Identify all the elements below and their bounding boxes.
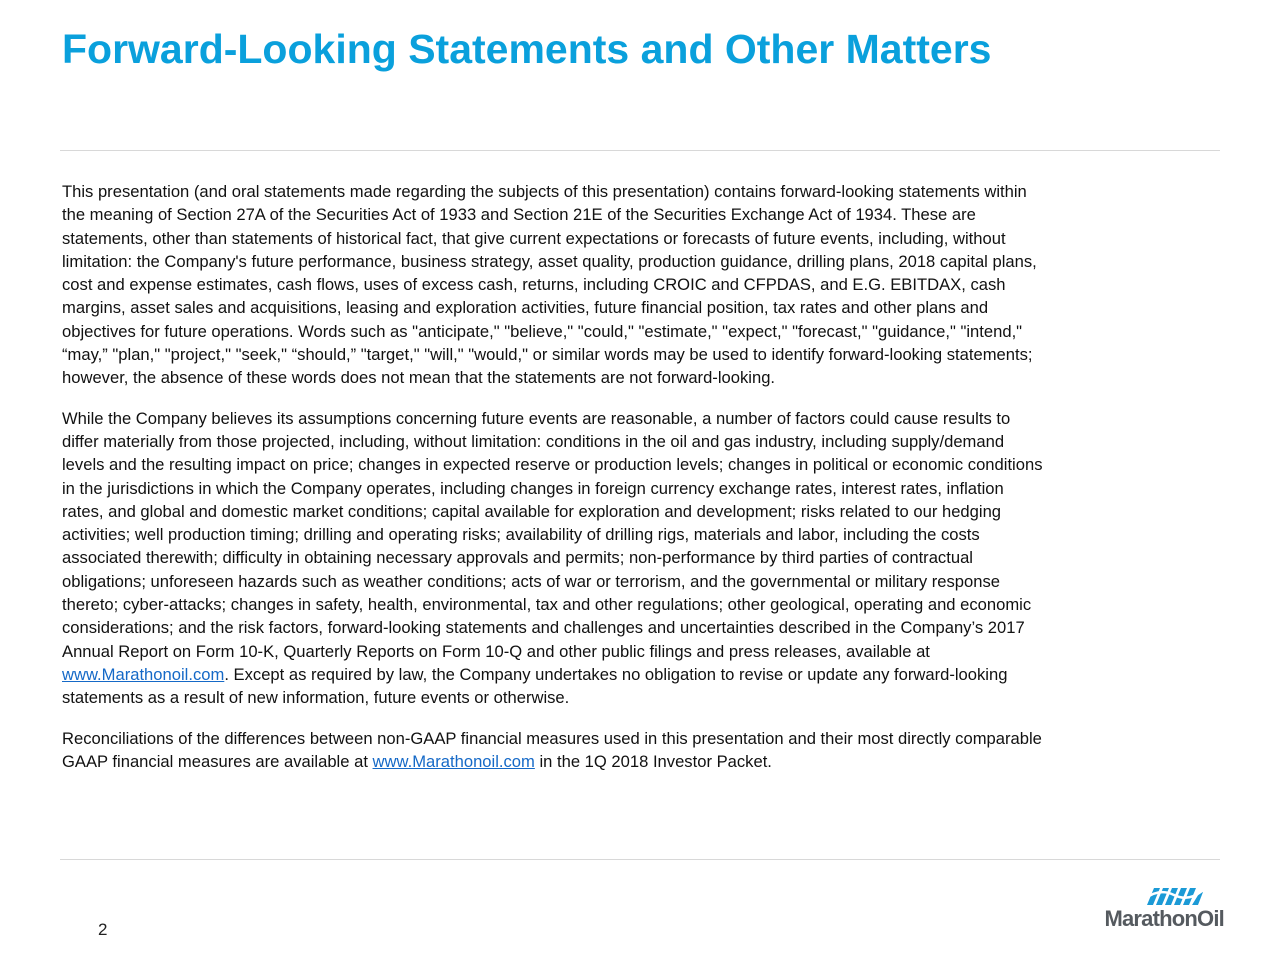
logo-wordmark: MarathonOil: [1104, 906, 1224, 931]
text-line: the meaning of Section 27A of the Securities Act of 1933 and Section 21E of the Securities Exchange Act of 1934. These are: [62, 205, 976, 225]
text-line: considerations; and the risk factors, forward-looking statements and challenges and uncertainties described in the Company’s 2017: [62, 618, 1025, 638]
page-number: 2: [98, 920, 108, 939]
marathon-oil-logo: [1096, 886, 1224, 936]
text-line: associated therewith; difficulty in obtaining necessary approvals and permits; non-performance by third parties of contractual: [62, 548, 973, 568]
text-line-with-link: [62, 663, 1222, 686]
paragraph-risk-factors: [62, 407, 1222, 710]
text-line: Annual Report on Form 10-K, Quarterly Reports on Form 10-Q and other public filings and press releases, available at: [62, 641, 930, 661]
text-after-link: in the 1Q 2018 Investor Packet.: [534, 751, 772, 771]
disclaimer-body: [62, 180, 1222, 790]
text-line: in the jurisdictions in which the Company operates, including changes in foreign currency exchange rates, interest rates, inflation: [62, 478, 1004, 498]
text-line: activities; well production timing; drilling and operating risks; availability of drilling rigs, materials and labor, including the costs: [62, 525, 980, 545]
text-line: Reconciliations of the differences between non-GAAP financial measures used in this presentation and their most directly comparable: [62, 728, 1042, 748]
paragraph-reconciliations: [62, 727, 1222, 774]
slide-title: Forward-Looking Statements and Other Matters: [62, 26, 992, 72]
text-line: objectives for future operations. Words such as "anticipate," "believe," "could," "estimate," "expect," "forecast," "guidance," "intend,": [62, 321, 1023, 341]
text-line: thereto; cyber-attacks; changes in safety, health, environmental, tax and other regulations; other geological, operating and economic: [62, 595, 1032, 615]
marathon-website-link-2[interactable]: www.Marathonoil.com: [372, 751, 535, 771]
text-line: rates, and global and domestic market conditions; capital available for exploration and development; risks related to our hedging: [62, 501, 1002, 521]
text-line: This presentation (and oral statements made regarding the subjects of this presentation) contains forward-looking statements within: [62, 182, 1027, 201]
text-line: statements as a result of new information, future events or otherwise.: [62, 688, 570, 708]
text-line: limitation: the Company's future performance, business strategy, asset quality, production guidance, drilling plans, 2018 capital plans,: [62, 251, 1037, 271]
text-line: however, the absence of these words does not mean that the statements are not forward-looking.: [62, 368, 776, 388]
bottom-divider: [60, 859, 1220, 860]
marathon-website-link[interactable]: www.Marathonoil.com: [62, 664, 225, 684]
text-line: While the Company believes its assumptions concerning future events are reasonable, a number of factors could cause results to: [62, 408, 1011, 428]
text-line: statements, other than statements of historical fact, that give current expectations or forecasts of future events, including, without: [62, 228, 1006, 248]
text-line: margins, asset sales and acquisitions, leasing and exploration activities, future financial position, tax rates and other plans and: [62, 298, 989, 318]
marathon-oil-mark-icon: [1144, 886, 1204, 906]
text-after-link: . Except as required by law, the Company undertakes no obligation to revise or update any forward-looking: [224, 664, 1008, 684]
paragraph-forward-looking: [62, 180, 1222, 390]
text-line: levels and the resulting impact on price; changes in expected reserve or production levels; changes in political or economic conditions: [62, 455, 1043, 475]
text-line: “may,” "plan," "project," "seek," “should,” "target," "will," "would," or similar words may be used to identify forward-looking statements;: [62, 345, 1033, 365]
text-line: obligations; unforeseen hazards such as weather conditions; acts of war or terrorism, and the governmental or military response: [62, 571, 1001, 591]
text-before-link: GAAP financial measures are available at: [62, 751, 373, 771]
text-line: cost and expense estimates, cash flows, uses of excess cash, returns, including CROIC and CFPDAS, and E.G. EBITDAX, cash: [62, 275, 1006, 295]
text-line: differ materially from those projected, including, without limitation: conditions in the oil and gas industry, including supply/demand: [62, 431, 1005, 451]
top-divider: [60, 150, 1220, 151]
text-line-with-link: [62, 750, 1222, 773]
